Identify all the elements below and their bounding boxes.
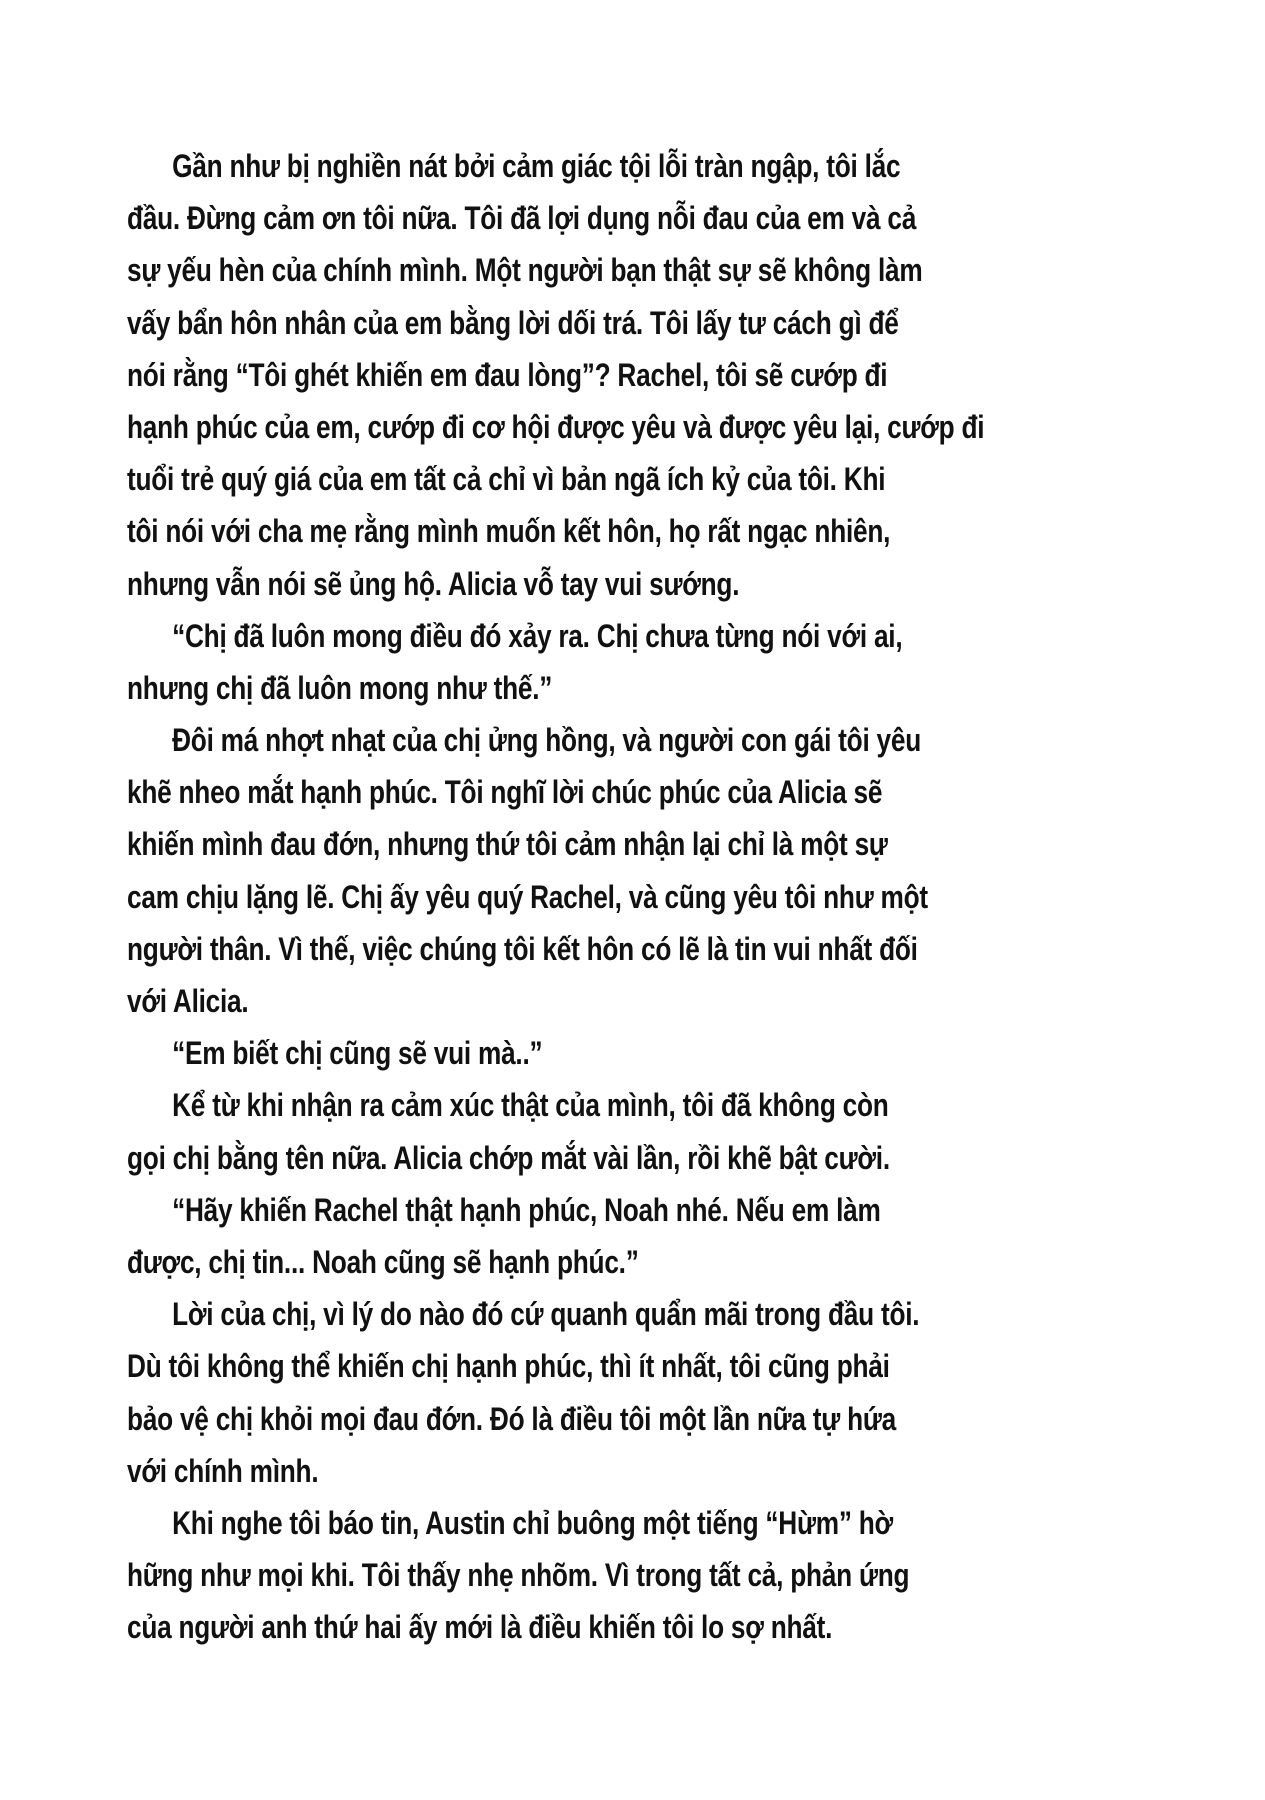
text-line: “Chị đã luôn mong điều đó xảy ra. Chị chưa từng nói với ai,	[172, 617, 903, 654]
text-line: “Em biết chị cũng sẽ vui mà..”	[172, 1035, 543, 1072]
text-line: tuổi trẻ quý giá của em tất cả chỉ vì bản ngã ích kỷ của tôi. Khi	[127, 461, 886, 498]
text-line: vấy bẩn hôn nhân của em bằng lời dối trá. Tôi lấy tư cách gì để	[127, 304, 899, 341]
document-page	[127, 140, 1137, 1653]
text-line: nhưng vẫn nói sẽ ủng hộ. Alicia vỗ tay vui sướng.	[127, 565, 740, 602]
text-line: tôi nói với cha mẹ rằng mình muốn kết hôn, họ rất ngạc nhiên,	[127, 513, 891, 550]
text-line: bảo vệ chị khỏi mọi đau đớn. Đó là điều tôi một lần nữa tự hứa	[127, 1400, 896, 1437]
text-line: với Alicia.	[127, 983, 249, 1019]
text-line: nói rằng “Tôi ghét khiến em đau lòng”? Rachel, tôi sẽ cướp đi	[127, 356, 888, 393]
text-line: sự yếu hèn của chính mình. Một người bạn thật sự sẽ không làm	[127, 252, 923, 289]
text-line: hạnh phúc của em, cướp đi cơ hội được yêu và được yêu lại, cướp đi	[127, 408, 985, 445]
text-line: Gần như bị nghiền nát bởi cảm giác tội lỗi tràn ngập, tôi lắc	[172, 148, 901, 184]
text-line: được, chị tin... Noah cũng sẽ hạnh phúc.”	[127, 1243, 639, 1280]
text-line: với chính mình.	[127, 1452, 319, 1489]
text-line: của người anh thứ hai ấy mới là điều khiến tôi lo sợ nhất.	[127, 1609, 833, 1646]
text-line: hững như mọi khi. Tôi thấy nhẹ nhõm. Vì trong tất cả, phản ứng	[127, 1557, 910, 1594]
text-line: khiến mình đau đớn, nhưng thứ tôi cảm nhận lại chỉ là một sự	[127, 826, 888, 863]
text-line: “Hãy khiến Rachel thật hạnh phúc, Noah nhé. Nếu em làm	[172, 1191, 881, 1228]
text-line: người thân. Vì thế, việc chúng tôi kết hôn có lẽ là tin vui nhất đối	[127, 930, 918, 967]
text-line: Kể từ khi nhận ra cảm xúc thật của mình, tôi đã không còn	[172, 1087, 889, 1124]
text-line: Dù tôi không thể khiến chị hạnh phúc, thì ít nhất, tôi cũng phải	[127, 1348, 890, 1385]
text-line: đầu. Đừng cảm ơn tôi nữa. Tôi đã lợi dụng nỗi đau của em và cả	[127, 200, 917, 237]
text-line: cam chịu lặng lẽ. Chị ấy yêu quý Rachel, và cũng yêu tôi như một	[127, 878, 928, 915]
text-line: Đôi má nhợt nhạt của chị ửng hồng, và người con gái tôi yêu	[172, 722, 922, 759]
text-line: nhưng chị đã luôn mong như thế.”	[127, 669, 553, 706]
text-line: Khi nghe tôi báo tin, Austin chỉ buông một tiếng “Hừm” hờ	[172, 1504, 893, 1541]
text-line: Lời của chị, vì lý do nào đó cứ quanh quẩn mãi trong đầu tôi.	[172, 1296, 920, 1333]
text-line: gọi chị bằng tên nữa. Alicia chớp mắt vài lần, rồi khẽ bật cười.	[127, 1139, 890, 1176]
text-line: khẽ nheo mắt hạnh phúc. Tôi nghĩ lời chúc phúc của Alicia sẽ	[127, 774, 883, 811]
